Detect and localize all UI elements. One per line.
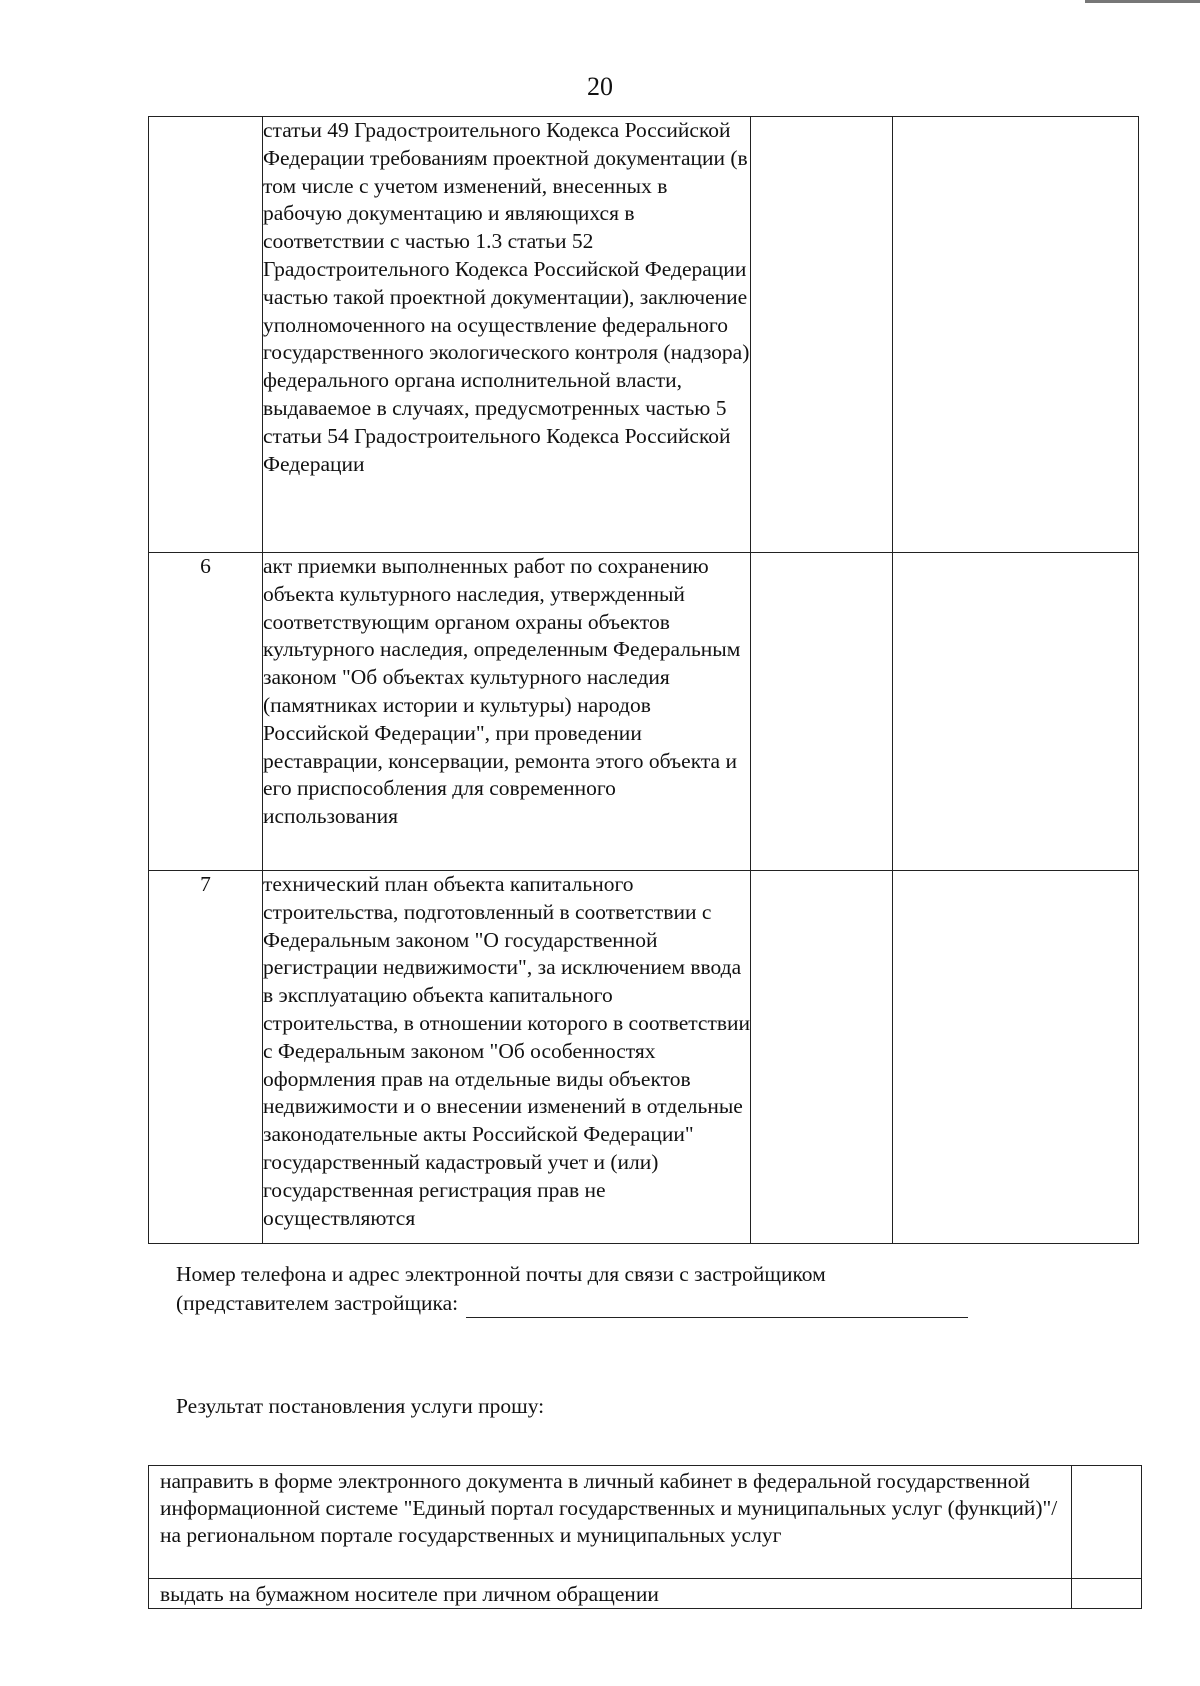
result-option-row [149,1579,1142,1609]
contact-line2 [176,1289,968,1318]
result-option-checkbox[interactable] [1072,1579,1142,1609]
result-option-text: выдать на бумажном носителе при личном обращении [149,1579,1072,1609]
row-number: 6 [149,553,263,871]
row-description: акт приемки выполненных работ по сохранению объекта культурного наследия, утвержденный соответствующим органом охраны объектов культурного наследия, определенным Федеральным законом "Об объектах культурного наследия (памятниках истории и культуры) народов Российской Федерации", при проведении реставрации, консервации, ремонта этого объекта и его приспособления для современного использования [263,553,751,871]
result-option-checkbox[interactable] [1072,1466,1142,1579]
scan-edge-mark [1085,0,1200,3]
empty-cell [893,553,1139,871]
row-number [149,117,263,553]
table-row [149,871,1139,1244]
result-label: Результат постановления услуги прошу: [176,1394,545,1418]
page-number: 20 [587,72,613,101]
empty-cell [751,553,893,871]
empty-cell [893,871,1139,1244]
result-option-text: направить в форме электронного документа в личный кабинет в федеральной государственной информационной системе "Единый портал государственных и муниципальных услуг (функций)"/ на региональном портале государственных и муниципальных услуг [149,1466,1072,1579]
contact-label-line1: Номер телефона и адрес электронной почты для связи с застройщиком [176,1262,826,1286]
empty-cell [751,117,893,553]
table-row [149,553,1139,871]
row-description: технический план объекта капитального строительства, подготовленный в соответствии с Федеральным законом "О государственной регистрации недвижимости", за исключением ввода в эксплуатацию объекта капитального строительства, в отношении которого в соответствии с Федеральным законом "Об особенностях оформления прав на отдельные виды объектов недвижимости и о внесении изменений в отдельные законодательные акты Российской Федерации" государственный кадастровый учет и (или) государственная регистрация прав не осуществляются [263,871,751,1244]
contact-input-field[interactable] [466,1293,968,1318]
result-option-row [149,1466,1142,1579]
row-description: статьи 49 Градостроительного Кодекса Российской Федерации требованиям проектной документации (в том числе с учетом изменений, внесенных в рабочую документацию и являющихся в соответствии с частью 1.3 статьи 52 Градостроительного Кодекса Российской Федерации частью такой проектной документации), заключение уполномоченного на осуществление федерального государственного экологического контроля (надзора) федерального органа исполнительной власти, выдаваемое в случаях, предусмотренных частью 5 статьи 54 Градостроительного Кодекса Российской Федерации [263,117,751,553]
empty-cell [893,117,1139,553]
table-row [149,117,1139,553]
empty-cell [751,871,893,1244]
documents-table [148,116,1139,1244]
contact-block [176,1260,968,1318]
result-options-table [148,1465,1142,1609]
row-number: 7 [149,871,263,1244]
contact-label-line2: (представителем застройщика: [176,1291,459,1315]
